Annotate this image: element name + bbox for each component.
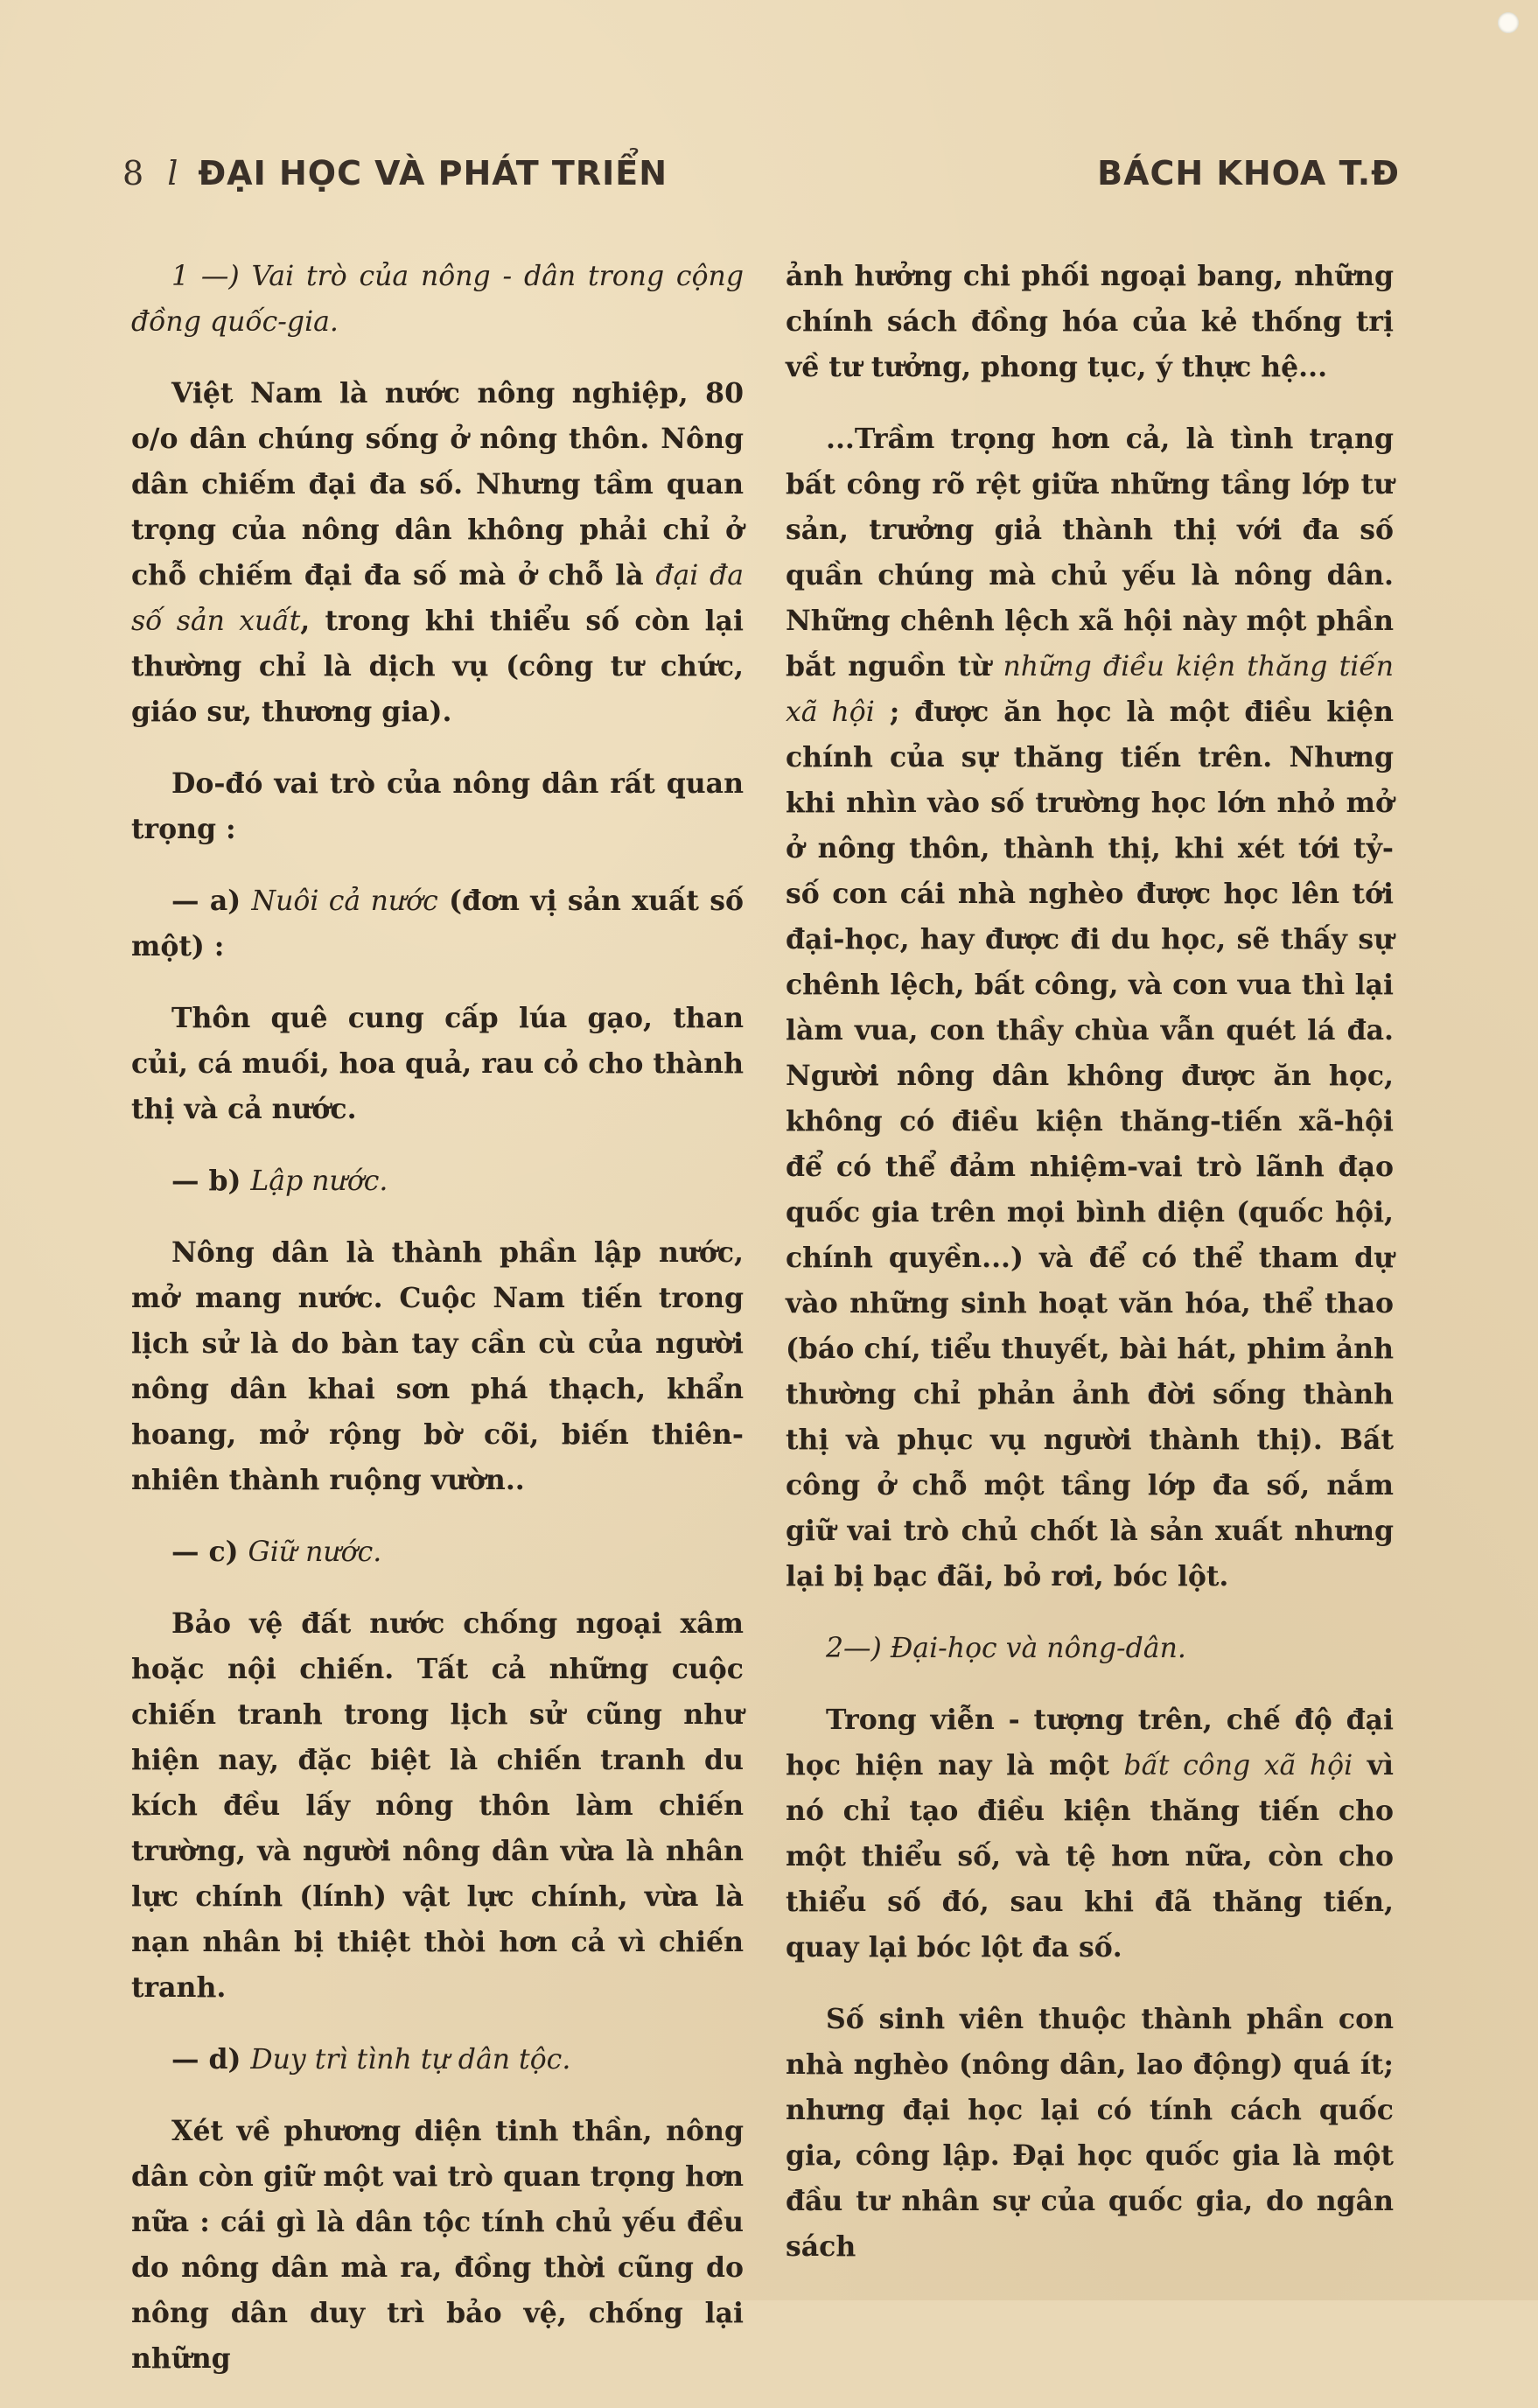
section-heading-2 — [786, 1626, 1394, 1671]
heading-2-text: Đại-học và nông-dân. — [890, 1633, 1186, 1664]
text-run: Trong viễn - tượng trên, chế độ đại học hiện nay là một — [786, 1704, 1394, 1782]
subheading-title: Nuôi cả nước — [251, 886, 438, 917]
subheading-prefix: — c) — [171, 1536, 248, 1568]
paragraph: Bảo vệ đất nước chống ngoại xâm hoặc nội chiến. Tất cả những cuộc chiến tranh trong lịch sử cũng như hiện nay, đặc biệt là chiến tranh du kích đều lấy nông thôn làm chiến trường, và người nông dân vừa là nhân lực chính (lính) vật lực chính, vừa là nạn nhân bị thiệt thòi hơn cả vì chiến tranh. — [131, 1607, 744, 2004]
section-title: ĐẠI HỌC VÀ PHÁT TRIỂN — [198, 154, 668, 192]
text-run: ...Trầm trọng hơn cả, là tình trạng bất công rõ rệt giữa những tầng lớp tư sản, trưởng giả thành thị với đa số quần chúng mà chủ yếu là nông dân. Những chênh lệch xã hội này một phần bắt nguồn từ — [786, 423, 1394, 682]
subheading-prefix: — d) — [171, 2043, 251, 2076]
paragraph: ảnh hưởng chi phối ngoại bang, những chính sách đồng hóa của kẻ thống trị về tư tưởng, phong tục, ý thực hệ... — [786, 260, 1394, 383]
heading-1-number: 1 —) — [171, 261, 240, 292]
journal-title: BÁCH KHOA T.Đ — [1097, 154, 1400, 192]
subheading-d — [131, 2037, 744, 2082]
italic-text: những điều kiện thăng tiến xã hội — [786, 651, 1394, 728]
subheading-title: Giữ nước. — [248, 1536, 382, 1568]
subheading-prefix: — a) — [171, 885, 252, 917]
paragraph: Thôn quê cung cấp lúa gạo, than củi, cá muối, hoa quả, rau cỏ cho thành thị và cả nước. — [131, 1002, 744, 1125]
text-run: ; được ăn học là một điều kiện chính của sự thăng tiến trên. Nhưng khi nhìn vào số trường học lớn nhỏ mở ở nông thôn, thành thị, khi xét tới tỷ-số con cái nhà nghèo được học lên tới đại-học, hay được đi du học, sẽ thấy sự chênh lệch, bất công, và con vua thì lại làm vua, con thầy chùa vẫn quét lá đa. Người nông dân không được ăn học, không có điều kiện thăng-tiến xã-hội để có thể đảm nhiệm-vai trò lãnh đạo quốc gia trên mọi bình diện (quốc hội, chính quyền...) và để có thể tham dự vào những sinh hoạt văn hóa, thể thao (báo chí, tiểu thuyết, bài hát, phim ảnh thường chỉ phản ảnh đời sống thành thị và phục vụ người thành thị). Bất công ở chỗ một tầng lớp đa số, nắm giữ vai trò chủ chốt là sản xuất nhưng lại bị bạc đãi, bỏ rơi, bóc lột. — [786, 696, 1394, 1592]
subheading-title: Lập nước. — [250, 1166, 388, 1197]
binding-hole — [1498, 12, 1519, 33]
paragraph — [786, 416, 1394, 1600]
section-heading-1 — [131, 254, 744, 345]
text-run: vì nó chỉ tạo điều kiện thăng tiến cho một thiểu số, và tệ hơn nữa, còn cho thiểu số đó, sau khi đã thăng tiến, quay lại bóc lột đa số. — [786, 1749, 1394, 1964]
subheading-rest: (đơn vị sản xuất số một) : — [131, 885, 744, 962]
subheading-title: Duy trì tình tự dân tộc. — [250, 2044, 571, 2076]
paragraph: Nông dân là thành phần lập nước, mở mang nước. Cuộc Nam tiến trong lịch sử là do bàn tay cần cù của người nông dân khai sơn phá thạch, khẩn hoang, mở rộng bờ cõi, biến thiên-nhiên thành ruộng vườn.. — [131, 1236, 744, 1496]
paragraph: Do-đó vai trò của nông dân rất quan trọng : — [131, 767, 744, 845]
heading-1-text: Vai trò của nông - dân trong cộng đồng quốc-gia. — [131, 261, 744, 338]
subheading-a — [131, 878, 744, 970]
header-separator: l — [167, 154, 179, 192]
page-number: 8 — [122, 154, 145, 192]
subheading-prefix: — b) — [171, 1165, 251, 1197]
paragraph — [131, 371, 744, 735]
text-run: , trong khi thiểu số còn lại thường chỉ là dịch vụ (công tư chức, giáo sư, thương gia). — [131, 605, 744, 728]
text-run: Việt Nam là nước nông nghiệp, 80 o/o dân chúng sống ở nông thôn. Nông dân chiếm đại đa số. Nhưng tầm quan trọng của nông dân không phải chỉ ở chỗ chiếm đại đa số mà ở chỗ là — [131, 377, 744, 592]
running-header — [122, 154, 1400, 206]
header-left — [122, 154, 668, 192]
subheading-c — [131, 1530, 744, 1575]
paragraph: Số sinh viên thuộc thành phần con nhà nghèo (nông dân, lao động) quá ít; nhưng đại học lại có tính cách quốc gia, công lập. Đại học quốc gia là một đầu tư nhân sự của quốc gia, do ngân sách — [786, 2003, 1394, 2263]
subheading-b — [131, 1158, 744, 1204]
italic-text: bất công xã hội — [1123, 1750, 1353, 1782]
right-column — [786, 254, 1394, 2296]
paragraph — [786, 1698, 1394, 1970]
left-column — [131, 254, 744, 2408]
italic-text: đại đa số sản xuất — [131, 560, 745, 637]
paragraph: Xét về phương diện tinh thần, nông dân còn giữ một vai trò quan trọng hơn nữa : cái gì là dân tộc tính chủ yếu đều do nông dân mà ra, đồng thời cũng do nông dân duy trì bảo vệ, chống lại những — [131, 2115, 744, 2375]
heading-2-number: 2—) — [826, 1633, 882, 1664]
